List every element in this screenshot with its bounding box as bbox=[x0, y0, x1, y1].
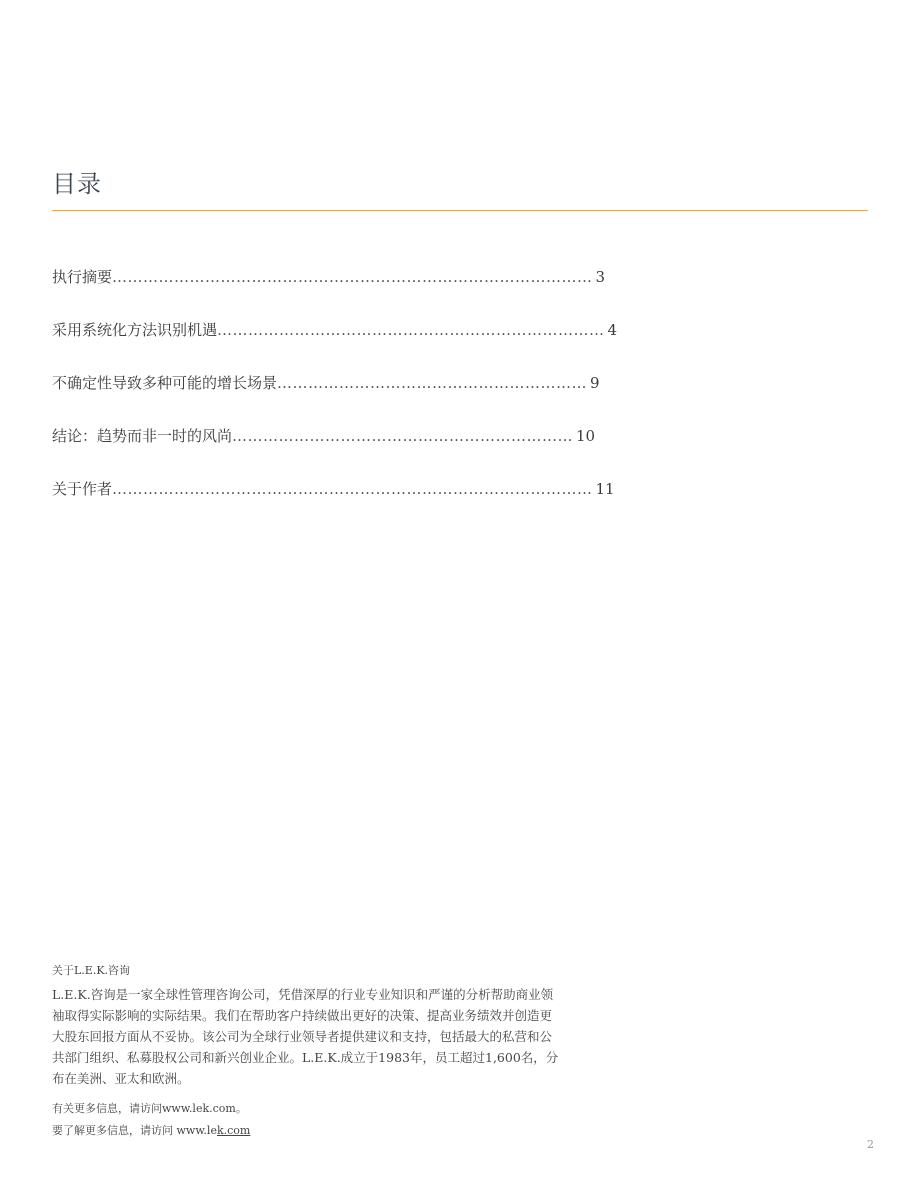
more-info-prefix: 要了解更多信息，请访问 www.le bbox=[52, 1124, 217, 1137]
about-section bbox=[52, 962, 562, 1089]
toc-item-label: 关于作者 bbox=[52, 480, 113, 498]
toc-item-page: 10 bbox=[576, 427, 596, 445]
toc-item-page: 3 bbox=[595, 268, 606, 286]
page-number: 2 bbox=[867, 1138, 874, 1151]
table-of-contents bbox=[52, 262, 652, 527]
toc-leader-dots: ………………………………………………………………………………… bbox=[112, 480, 593, 498]
toc-leader-dots: ………………………………………………………………… bbox=[217, 321, 605, 339]
toc-item-label: 采用系统化方法识别机遇 bbox=[52, 321, 218, 339]
toc-item-page: 9 bbox=[590, 374, 600, 392]
lek-website-link[interactable]: k.com bbox=[216, 1124, 251, 1137]
toc-leader-dots: ………………………………………………………… bbox=[232, 427, 574, 445]
title-divider bbox=[52, 210, 868, 211]
more-info-line-1: 有关更多信息，请访问www.lek.com。 bbox=[52, 1102, 247, 1115]
toc-leader-dots: …………………………………………………… bbox=[277, 374, 588, 392]
toc-item-page: 11 bbox=[595, 480, 615, 498]
toc-item-label: 不确定性导致多种可能的增长场景 bbox=[52, 374, 278, 392]
toc-item-label: 执行摘要 bbox=[52, 268, 113, 286]
toc-item-page: 4 bbox=[607, 321, 618, 339]
about-heading: 关于L.E.K.咨询 bbox=[52, 964, 131, 977]
toc-item[interactable] bbox=[52, 262, 652, 315]
toc-item[interactable] bbox=[52, 315, 652, 368]
toc-item[interactable] bbox=[52, 474, 652, 527]
page-title: 目录 bbox=[52, 170, 102, 198]
toc-item[interactable] bbox=[52, 368, 652, 421]
more-info-line-2 bbox=[52, 1122, 282, 1144]
about-body: L.E.K.咨询是一家全球性管理咨询公司，凭借深厚的行业专业知识和严谨的分析帮助商业领袖取得实际影响的实际结果。我们在帮助客户持续做出更好的决策、提高业务绩效并创造更大股东回报方面从不妥协。该公司为全球行业领导者提供建议和支持，包括最大的私营和公共部门组织、私募股权公司和新兴创业企业。L.E.K.成立于1983年，员工超过1,600名，分布在美洲、亚太和欧洲。 bbox=[52, 987, 559, 1086]
toc-item[interactable] bbox=[52, 421, 652, 474]
toc-item-label: 结论：趋势而非一时的风尚 bbox=[52, 427, 233, 445]
more-info bbox=[52, 1100, 282, 1144]
toc-leader-dots: ………………………………………………………………………………… bbox=[112, 268, 593, 286]
